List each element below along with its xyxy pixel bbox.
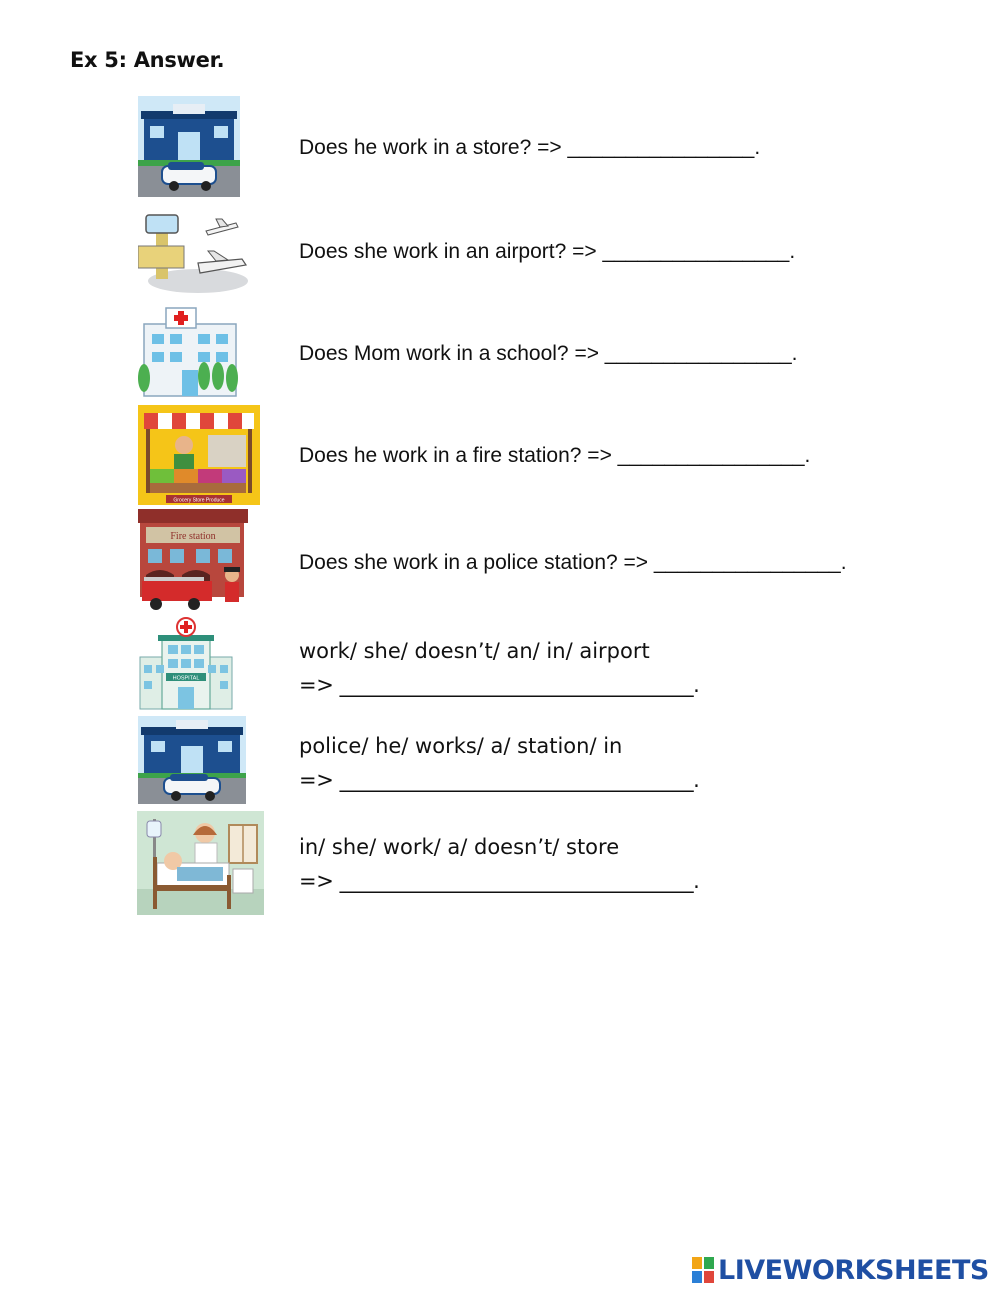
answer-blank-3[interactable]: => ___________________________________. <box>299 869 700 893</box>
fire-station-icon <box>138 509 248 613</box>
liveworksheets-mark-icon <box>692 1257 714 1283</box>
question-2: Does she work in an airport? => ________________. <box>299 240 796 263</box>
hospital-icon <box>138 306 242 399</box>
question-3: Does Mom work in a school? => ________________. <box>299 342 798 365</box>
exercise-title: Ex 5: Answer. <box>70 48 225 72</box>
grocery-caption: Grocery Store Produce <box>173 497 225 504</box>
scramble-words-2: police/ he/ works/ a/ station/ in <box>299 734 623 758</box>
question-1: Does he work in a store? => ________________. <box>299 136 761 159</box>
scramble-2 <box>299 729 699 797</box>
question-4: Does he work in a fire station? => ________________. <box>299 444 811 467</box>
brand-name: LIVEWORKSHEETS <box>718 1254 989 1286</box>
grocery-store-icon <box>138 405 260 505</box>
fire-station-caption: Fire station <box>170 531 216 542</box>
scramble-words-3: in/ she/ work/ a/ doesn’t/ store <box>299 835 620 859</box>
liveworksheets-logo[interactable] <box>692 1252 989 1288</box>
scramble-words-1: work/ she/ doesn’t/ an/ in/ airport <box>299 639 650 663</box>
hospital-room-icon <box>137 811 264 915</box>
hospital-building-icon <box>136 617 236 713</box>
hospital-caption: HOSPITAL <box>172 675 200 682</box>
answer-blank-2[interactable]: => ___________________________________. <box>299 768 700 792</box>
airport-icon <box>138 201 248 298</box>
police-station-icon <box>138 96 240 197</box>
answer-blank-1[interactable]: => ___________________________________. <box>299 673 700 697</box>
question-5: Does she work in a police station? => ________________. <box>299 551 847 574</box>
scramble-3 <box>299 830 699 898</box>
scramble-1 <box>299 634 699 702</box>
police-station-icon <box>138 716 246 804</box>
